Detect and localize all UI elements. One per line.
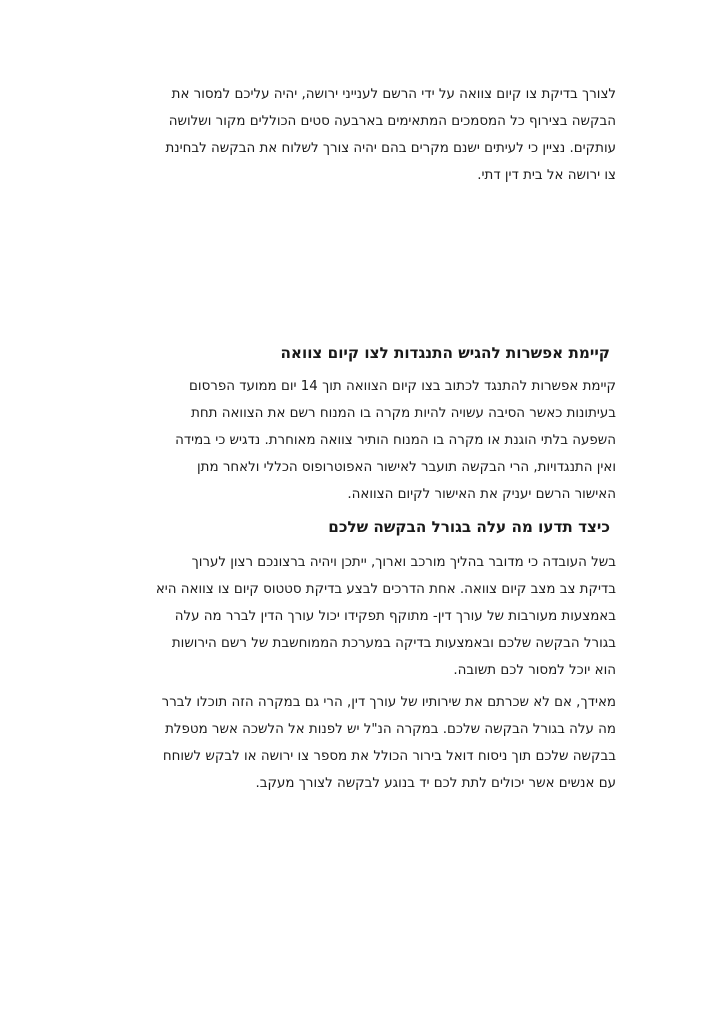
paragraph-line: בגורל הבקשה שלכם ובאמצעות בדיקה במערכת הממוחשבת של רשם הירושות (171, 636, 616, 651)
paragraph-line: האישור הרשם יעניק את האישור לקיום הצוואה. (347, 487, 616, 502)
paragraph-status-via-lawyer (108, 549, 616, 684)
paragraph-objection (108, 373, 616, 508)
paragraph-line: בעיתונות כאשר הסיבה עשויה להיות מקרה בו המנוח רשם את הצוואה תחת (191, 406, 616, 421)
paragraph-line: מאידך, אם לא שכרתם את שירותיו של עורך דין, הרי גם במקרה הזה תוכלו לברר (161, 695, 616, 710)
paragraph-line: השפעה בלתי הוגנת או מקרה בו המנוח הותיר צוואה מאוחרת. נדגיש כי במידה (175, 433, 616, 448)
paragraph-line: בדיקת צב מצב קיום צוואה. אחת הדרכים לבצע בדיקת סטטוס קיום צו צוואה היא (155, 582, 616, 597)
paragraph-line: קיימת אפשרות להתנגד לכתוב בצו קיום הצוואה תוך 14 יום ממועד הפרסום (189, 379, 616, 394)
paragraph-line: ואין התנגדויות, הרי הבקשה תועבר לאישור האפוטרופוס הכללי ולאחר מתן (197, 460, 616, 475)
paragraph-line: הוא יוכל למסור לכם תשובה. (453, 663, 616, 678)
paragraph-probate-submission (108, 81, 616, 189)
section-heading-objection: קיימת אפשרות להגיש התנגדות לצו קיום צוואה (280, 344, 610, 362)
paragraph-line: עם אנשים אשר יכולים לתת לכם יד בנוגע לבקשה לצורך מעקב. (255, 776, 616, 791)
section-heading-request-status: כיצד תדעו מה עלה בגורל הבקשה שלכם (328, 518, 610, 536)
paragraph-line: הבקשה בצירוף כל המסמכים המתאימים בארבעה סטים הכוללים מקור ושלושה (168, 114, 616, 129)
paragraph-status-without-lawyer (108, 689, 616, 797)
paragraph-line: בשל העובדה כי מדובר בהליך מורכב וארוך, ייתכן ויהיה ברצונכם רצון לערוך (191, 555, 616, 570)
paragraph-line: מה עלה בגורל הבקשה שלכם. במקרה הנ"ל יש לפנות אל הלשכה אשר מטפלת (165, 722, 616, 737)
paragraph-line: לצורך בדיקת צו קיום צוואה על ידי הרשם לענייני ירושה, יהיה עליכם למסור את (171, 87, 616, 102)
paragraph-line: באמצעות מעורבות של עורך דין- מתוקף תפקידו יכול עורך הדין לברר מה עלה (174, 609, 616, 624)
paragraph-line: צו ירושה אל בית דין דתי. (477, 168, 616, 183)
paragraph-line: בבקשה שלכם תוך ניסוח דואל בירור הכולל את מספר צו ירושה או לבקש לשוחח (162, 749, 616, 764)
paragraph-line: עותקים. נציין כי לעיתים ישנם מקרים בהם יהיה צורך לשלוח את הבקשה לבחינת (165, 141, 616, 156)
